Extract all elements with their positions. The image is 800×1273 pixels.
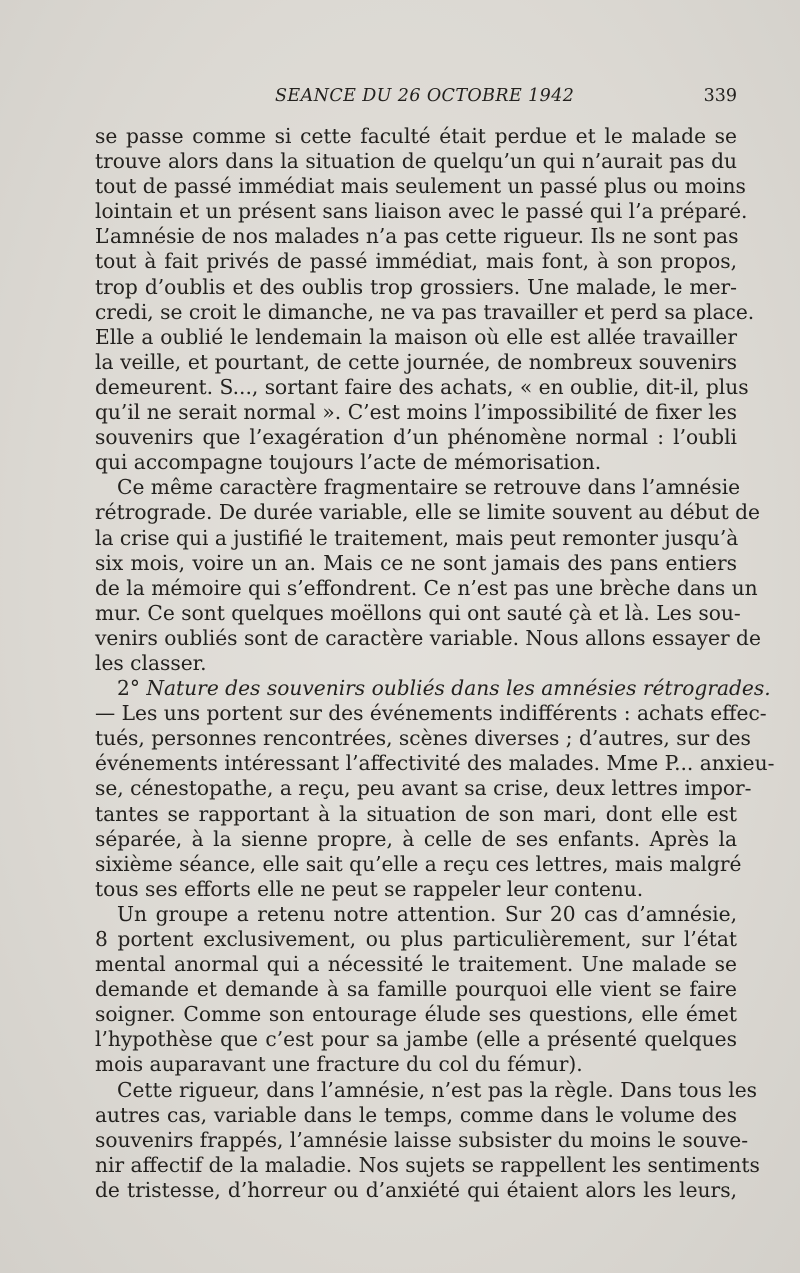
text-line: demeurent. S..., sortant faire des achats, « en oublie, dit-il, plus bbox=[95, 374, 749, 399]
text-line: trop d’oublis et des oublis trop grossiers. Une malade, le mer- bbox=[95, 274, 737, 299]
text-line: sixième séance, elle sait qu’elle a reçu ces lettres, mais malgré bbox=[95, 851, 742, 876]
text-line: les classer. bbox=[95, 650, 207, 675]
text-line: tantes se rapportant à la situation de son mari, dont elle est bbox=[95, 801, 737, 826]
text-line: tout de passé immédiat mais seulement un passé plus ou moins bbox=[95, 174, 746, 199]
text-line: soigner. Comme son entourage élude ses questions, elle émet bbox=[95, 1002, 737, 1027]
text-line: la crise qui a justifié le traitement, mais peut remonter jusqu’à bbox=[95, 525, 739, 550]
text-line: Ce même caractère fragmentaire se retrouve dans l’amnésie bbox=[117, 475, 741, 500]
text-line: Cette rigueur, dans l’amnésie, n’est pas la règle. Dans tous les bbox=[117, 1077, 758, 1102]
text-line: credi, se croit le dimanche, ne va pas travailler et perd sa place. bbox=[95, 299, 755, 324]
section-number: 2° bbox=[117, 676, 147, 701]
text-line: trouve alors dans la situation de quelqu’un qui n’aurait pas du bbox=[95, 149, 737, 174]
text-line: souvenirs frappés, l’amnésie laisse subsister du moins le souve- bbox=[95, 1127, 749, 1152]
text-line: mental anormal qui a nécessité le traitement. Une malade se bbox=[95, 952, 737, 977]
text-line: souvenirs que l’exagération d’un phénomène normal : l’oubli bbox=[95, 425, 737, 450]
section-heading-line bbox=[95, 676, 771, 701]
text-line: mois auparavant une fracture du col du fémur). bbox=[95, 1052, 583, 1077]
text-line: tout à fait privés de passé immédiat, mais font, à son propos, bbox=[95, 249, 737, 274]
text-line: séparée, à la sienne propre, à celle de ses enfants. Après la bbox=[95, 826, 737, 851]
text-line: mur. Ce sont quelques moëllons qui ont sauté çà et là. Les sou- bbox=[95, 600, 741, 625]
text-line: venirs oubliés sont de caractère variable. Nous allons essayer de bbox=[95, 625, 761, 650]
text-line: lointain et un présent sans liaison avec le passé qui l’a préparé. bbox=[95, 199, 748, 224]
running-title: SEANCE DU 26 OCTOBRE 1942 bbox=[275, 86, 575, 106]
text-line: L’amnésie de nos malades n’a pas cette rigueur. Ils ne sont pas bbox=[95, 224, 739, 249]
text-line: l’hypothèse que c’est pour sa jambe (elle a présenté quelques bbox=[95, 1027, 737, 1052]
text-line: Elle a oublié le lendemain la maison où elle est allée travailler bbox=[95, 324, 737, 349]
text-line: autres cas, variable dans le temps, comme dans le volume des bbox=[95, 1102, 737, 1127]
text-line: qu’il ne serait normal ». C’est moins l’impossibilité de fixer les bbox=[95, 400, 737, 425]
page-number: 339 bbox=[703, 86, 737, 106]
text-line: 8 portent exclusivement, ou plus particulièrement, sur l’état bbox=[95, 927, 737, 951]
section-title: Nature des souvenirs oubliés dans les amnésies rétrogrades. bbox=[146, 676, 771, 701]
text-line: de tristesse, d’horreur ou d’anxiété qui étaient alors les leurs, bbox=[95, 1177, 737, 1202]
text-line: de la mémoire qui s’effondrent. Ce n’est pas une brèche dans un bbox=[95, 575, 758, 600]
text-line: Un groupe a retenu notre attention. Sur 20 cas d’amnésie, bbox=[117, 901, 737, 926]
body-text bbox=[95, 124, 775, 1203]
text-line: se, cénestopathe, a reçu, peu avant sa crise, deux lettres impor- bbox=[95, 776, 752, 801]
text-line: tous ses efforts elle ne peut se rappeler leur contenu. bbox=[95, 876, 644, 901]
text-line: demande et demande à sa famille pourquoi elle vient se faire bbox=[95, 977, 737, 1002]
text-line: — Les uns portent sur des événements indifférents : achats effec- bbox=[95, 701, 767, 726]
page-header bbox=[95, 86, 737, 112]
text-line: se passe comme si cette faculté était perdue et le malade se bbox=[95, 124, 737, 148]
text-line: rétrograde. De durée variable, elle se limite souvent au début de bbox=[95, 500, 760, 525]
text-line: nir affectif de la maladie. Nos sujets se rappellent les sentiments bbox=[95, 1152, 760, 1177]
text-line: tués, personnes rencontrées, scènes diverses ; d’autres, sur des bbox=[95, 726, 751, 751]
text-line: qui accompagne toujours l’acte de mémorisation. bbox=[95, 450, 602, 475]
text-line: événements intéressant l’affectivité des malades. Mme P... anxieu- bbox=[95, 751, 775, 776]
text-line: six mois, voire un an. Mais ce ne sont jamais des pans entiers bbox=[95, 550, 737, 575]
text-line: la veille, et pourtant, de cette journée, de nombreux souvenirs bbox=[95, 349, 737, 374]
